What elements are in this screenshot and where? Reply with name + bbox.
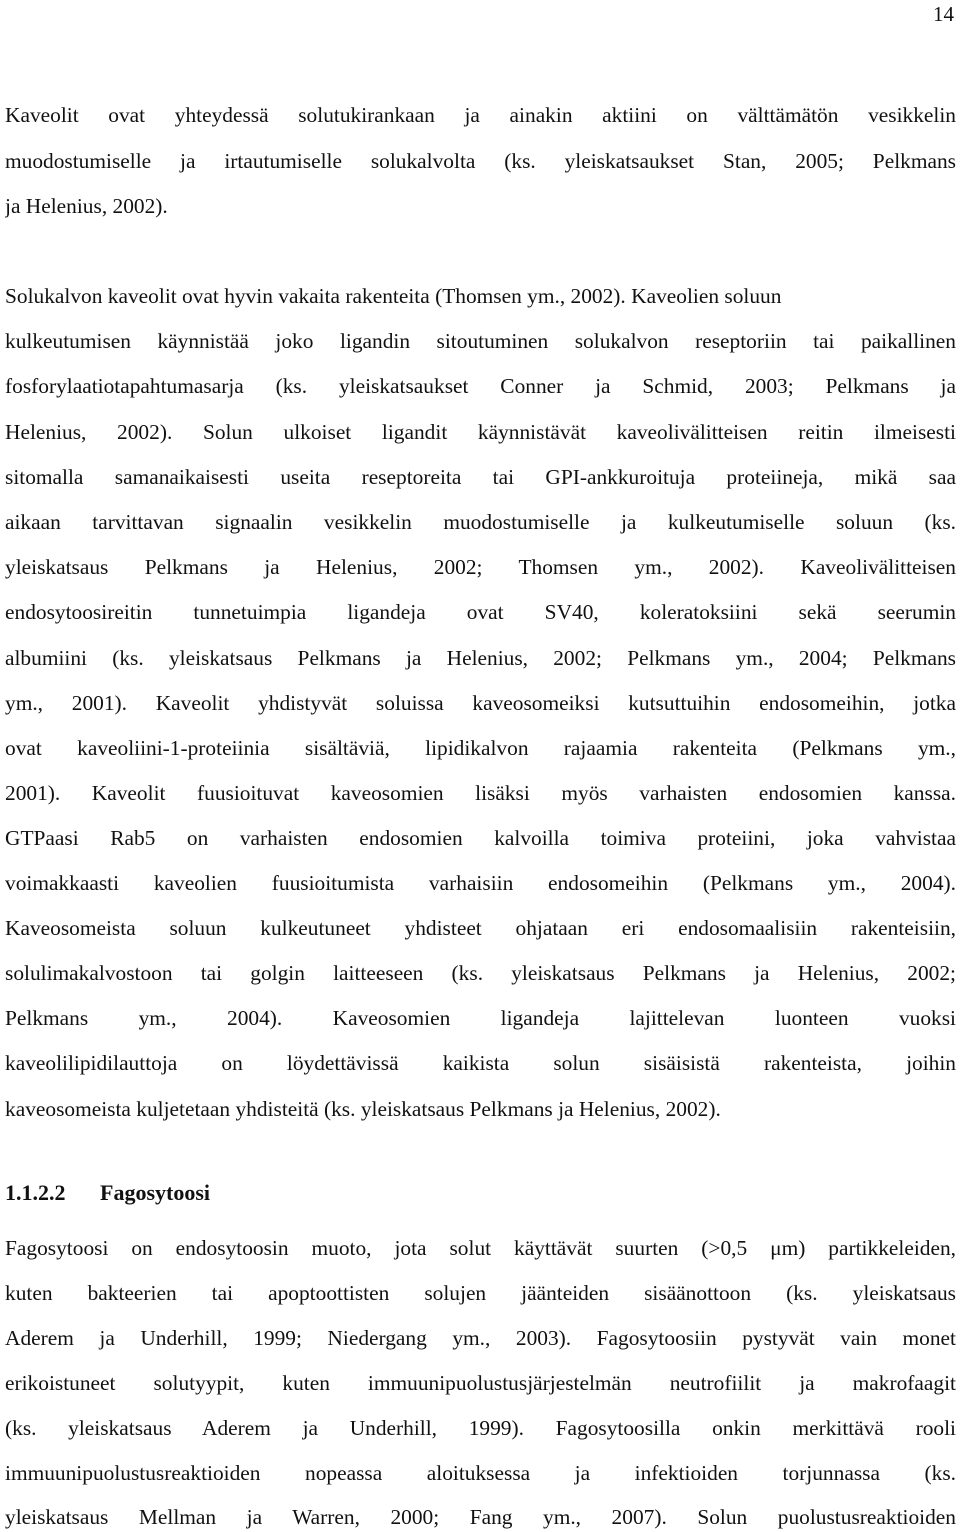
paragraph-line: Aderem ja Underhill, 1999; Niedergang ym., 2003). Fagosytoosiin pystyvät vain monet	[5, 1326, 956, 1350]
paragraph-line: sitomalla samanaikaisesti useita reseptoreita tai GPI-ankkuroituja proteiineja, mikä saa	[5, 465, 956, 489]
page-number: 14	[933, 2, 954, 26]
paragraph-line: muodostumiselle ja irtautumiselle solukalvolta (ks. yleiskatsaukset Stan, 2005; Pelkmans	[5, 149, 956, 173]
paragraph-line: 2001). Kaveolit fuusioituvat kaveosomien lisäksi myös varhaisten endosomien kanssa.	[5, 781, 956, 805]
paragraph-line: (ks. yleiskatsaus Aderem ja Underhill, 1999). Fagosytoosilla onkin merkittävä rooli	[5, 1416, 956, 1440]
paragraph-line: ja Helenius, 2002).	[5, 194, 168, 218]
section-heading	[5, 1180, 210, 1206]
paragraph-line: ovat kaveoliini-1-proteiinia sisältäviä, lipidikalvon rajaamia rakenteita (Pelkmans ym.,	[5, 736, 956, 760]
paragraph-line: Helenius, 2002). Solun ulkoiset ligandit käynnistävät kaveolivälitteisen reitin ilmeisesti	[5, 420, 956, 444]
paragraph-line: albumiini (ks. yleiskatsaus Pelkmans ja Helenius, 2002; Pelkmans ym., 2004; Pelkmans	[5, 646, 956, 670]
paragraph-line: ym., 2001). Kaveolit yhdistyvät soluissa kaveosomeiksi kutsuttuihin endosomeihin, jotka	[5, 691, 956, 715]
paragraph-line: Kaveolit ovat yhteydessä solutukirankaan ja ainakin aktiini on välttämätön vesikkelin	[5, 103, 956, 127]
paragraph-line: Solukalvon kaveolit ovat hyvin vakaita rakenteita (Thomsen ym., 2002). Kaveolien soluun	[5, 284, 782, 308]
paragraph-line: fosforylaatiotapahtumasarja (ks. yleiskatsaukset Conner ja Schmid, 2003; Pelkmans ja	[5, 374, 956, 398]
paragraph-line: yleiskatsaus Mellman ja Warren, 2000; Fang ym., 2007). Solun puolustusreaktioiden	[5, 1505, 956, 1529]
paragraph-line: kaveosomeista kuljetetaan yhdisteitä (ks. yleiskatsaus Pelkmans ja Helenius, 2002).	[5, 1097, 721, 1121]
paragraph-line: kulkeutumisen käynnistää joko ligandin sitoutuminen solukalvon reseptoriin tai paikallinen	[5, 329, 956, 353]
paragraph-line: Kaveosomeista soluun kulkeutuneet yhdisteet ohjataan eri endosomaalisiin rakenteisiin,	[5, 916, 956, 940]
paragraph-line: kuten bakteerien tai apoptoottisten solujen jäänteiden sisäänottoon (ks. yleiskatsaus	[5, 1281, 956, 1305]
paragraph-line: erikoistuneet solutyypit, kuten immuunipuolustusjärjestelmän neutrofiilit ja makrofaagit	[5, 1371, 956, 1395]
paragraph-line: aikaan tarvittavan signaalin vesikkelin muodostumiselle ja kulkeutumiselle soluun (ks.	[5, 510, 956, 534]
section-title: Fagosytoosi	[100, 1180, 210, 1205]
paragraph-line: endosytoosireitin tunnetuimpia ligandeja ovat SV40, koleratoksiini sekä seerumin	[5, 600, 956, 624]
paragraph-line: Pelkmans ym., 2004). Kaveosomien ligandeja lajittelevan luonteen vuoksi	[5, 1006, 956, 1030]
paragraph-line: solulimakalvostoon tai golgin laitteeseen (ks. yleiskatsaus Pelkmans ja Helenius, 2002;	[5, 961, 956, 985]
paragraph-line: yleiskatsaus Pelkmans ja Helenius, 2002; Thomsen ym., 2002). Kaveolivälitteisen	[5, 555, 956, 579]
paragraph-line: GTPaasi Rab5 on varhaisten endosomien kalvoilla toimiva proteiini, joka vahvistaa	[5, 826, 956, 850]
paragraph-line: kaveolilipidilauttoja on löydettävissä kaikista solun sisäisistä rakenteista, joihin	[5, 1051, 956, 1075]
paragraph-line: Fagosytoosi on endosytoosin muoto, jota solut käyttävät suurten (>0,5 μm) partikkeleiden,	[5, 1236, 956, 1260]
paragraph-line: immuunipuolustusreaktioiden nopeassa aloituksessa ja infektioiden torjunnassa (ks.	[5, 1461, 956, 1485]
section-number: 1.1.2.2	[5, 1180, 66, 1205]
paragraph-line: voimakkaasti kaveolien fuusioitumista varhaisiin endosomeihin (Pelkmans ym., 2004).	[5, 871, 956, 895]
